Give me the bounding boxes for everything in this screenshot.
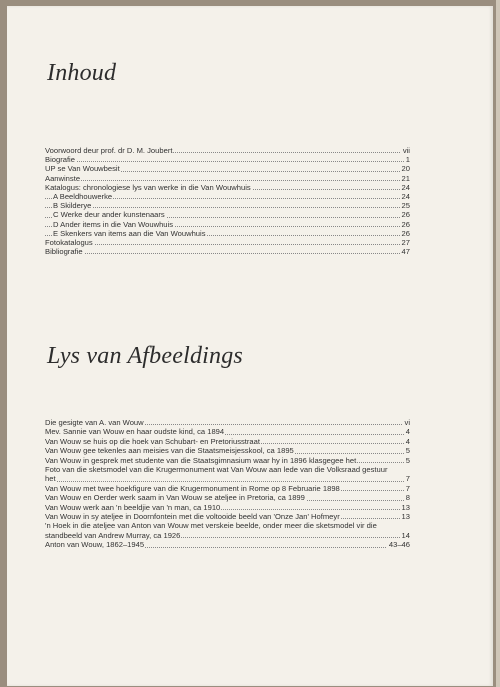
figure-entry-page: 7 (405, 483, 410, 493)
toc-entry-page: 25 (401, 201, 410, 211)
figure-entry-page: 13 (401, 512, 410, 522)
figure-entry-label: Van Wouw en Oerder werk saam in Van Wouw se ateljee in Pretoria, ca 1899 (45, 493, 305, 503)
figure-entry-label: 'n Hoek in die ateljee van Anton van Wouw met verskeie beelde, onder meer die sketsmodel vir die standbeeld van Andrew Murray, ca 1926 (45, 521, 377, 540)
toc-subentry[interactable] (45, 210, 408, 219)
toc-entry[interactable] (45, 238, 408, 247)
figure-entry[interactable] (45, 503, 408, 512)
figure-entry-page: 5 (405, 446, 410, 456)
figure-entry[interactable] (45, 427, 408, 436)
figure-entry-label: Van Wouw in gesprek met studente van die Staatsgimnasium waar hy in 1896 klasgegee het (45, 455, 357, 465)
toc-entry-label: C Werke deur ander kunstenaars (53, 210, 165, 220)
contents-list (45, 146, 408, 256)
toc-entry-label: Katalogus: chronologiese lys van werke in die Van Wouwhuis (45, 182, 251, 192)
figure-entry[interactable] (45, 484, 408, 493)
figure-entry[interactable] (45, 446, 408, 455)
figure-entry-page: vi (404, 418, 410, 427)
toc-entry-page: 21 (401, 173, 410, 183)
figure-entry-label: Anton van Wouw, 1862–1945 (45, 540, 145, 550)
toc-entry-label: E Skenkers van items aan die Van Wouwhuis (53, 228, 206, 238)
toc-entry-label: Bibliografie (45, 247, 83, 257)
toc-entry-label: Biografie (45, 155, 75, 165)
figure-entry[interactable] (45, 540, 408, 549)
figure-entry-label: Die gesigte van A. van Wouw (45, 418, 144, 427)
figure-entry-page: 8 (405, 493, 410, 503)
figure-entry-page: 5 (405, 455, 410, 465)
figure-entry-label: Van Wouw in sy ateljee in Doornfontein met die voltooide beeld van 'Onze Jan' Hofmeyr (45, 512, 340, 522)
figure-entry[interactable] (45, 465, 408, 484)
toc-entry-page: 47 (401, 247, 410, 257)
figure-entry-page: 14 (401, 530, 410, 540)
toc-entry[interactable] (45, 247, 408, 256)
toc-entry[interactable] (45, 146, 408, 155)
figure-entry-page: 4 (405, 427, 410, 437)
figures-list (45, 418, 408, 550)
toc-entry-label: B Skilderye (53, 201, 92, 211)
toc-entry[interactable] (45, 164, 408, 173)
toc-entry-label: Aanwinste (45, 173, 81, 183)
figure-entry[interactable] (45, 456, 408, 465)
toc-subentry[interactable] (45, 229, 408, 238)
toc-entry-page: 26 (401, 228, 410, 238)
toc-entry-page: 26 (401, 219, 410, 229)
toc-entry-page: vii (402, 146, 410, 155)
figure-entry-label: Mev. Sannie van Wouw en haar oudste kind, ca 1894 (45, 427, 225, 437)
figure-entry[interactable] (45, 418, 408, 427)
toc-entry-page: 1 (405, 155, 410, 165)
toc-entry[interactable] (45, 155, 408, 164)
figure-entry-label: Foto van die sketsmodel van die Krugermonument wat Van Wouw aan lede van die Volksraad gestuur het (45, 465, 388, 484)
toc-entry-label: A Beeldhouwerke (53, 191, 113, 201)
contents-heading: Inhoud (47, 60, 117, 86)
toc-entry[interactable] (45, 174, 408, 183)
toc-entry[interactable] (45, 183, 408, 192)
toc-subentry[interactable] (45, 201, 408, 210)
figures-heading: Lys van Afbeeldings (47, 343, 243, 369)
toc-entry-label: D Ander items in die Van Wouwhuis (53, 219, 174, 229)
toc-entry-page: 26 (401, 210, 410, 220)
toc-entry-page: 24 (401, 191, 410, 201)
figure-entry[interactable] (45, 521, 408, 540)
figure-entry-label: Van Wouw werk aan 'n beeldjie van 'n man, ca 1910 (45, 502, 221, 512)
figure-entry-label: Van Wouw met twee hoekfigure van die Krugermonument in Rome op 8 Februarie 1898 (45, 483, 340, 493)
figure-entry-page: 7 (405, 474, 410, 484)
figure-entry-label: Van Wouw gee tekenles aan meisies van die Staatsmeisjesskool, ca 1895 (45, 446, 294, 456)
figure-entry[interactable] (45, 437, 408, 446)
toc-entry-label: UP se Van Wouwbesit (45, 164, 120, 174)
toc-subentry[interactable] (45, 220, 408, 229)
figure-entry-page: 13 (401, 502, 410, 512)
figure-entry[interactable] (45, 493, 408, 502)
toc-entry-label: Fotokatalogus (45, 237, 93, 247)
figure-entry-label: Van Wouw se huis op die hoek van Schubart- en Pretoriusstraat (45, 436, 260, 446)
toc-entry-page: 27 (401, 237, 410, 247)
toc-entry-page: 24 (401, 182, 410, 192)
figure-entry-page: 4 (405, 436, 410, 446)
figure-entry-page: 43–46 (388, 540, 410, 550)
toc-entry-label: Voorwoord deur prof. dr D. M. Joubert (45, 146, 173, 155)
toc-entry-page: 20 (401, 164, 410, 174)
toc-subentry[interactable] (45, 192, 408, 201)
page-edge (496, 0, 500, 687)
